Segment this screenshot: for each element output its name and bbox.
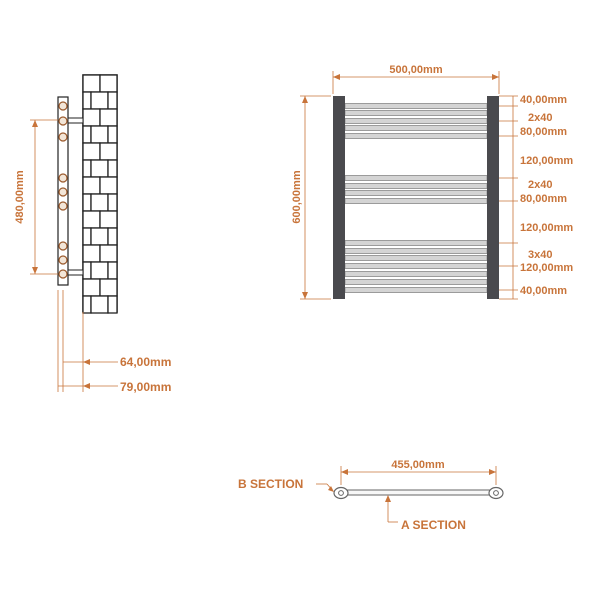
brick [91, 228, 108, 245]
brick [83, 228, 91, 245]
depth-inner-label: 64,00mm [120, 355, 172, 369]
brick [83, 211, 100, 228]
spacing-ticks [499, 96, 518, 299]
brick [100, 177, 117, 194]
spacing-label: 80,00mm [520, 126, 568, 138]
brick [83, 126, 91, 143]
spacing-label: 120,00mm [520, 155, 574, 167]
front-radiator [333, 96, 499, 299]
brick [83, 160, 91, 177]
brick [83, 143, 100, 160]
spacing-label: 3x40 [528, 249, 553, 261]
brick [91, 296, 108, 313]
spacing-label: 80,00mm [520, 193, 568, 205]
brick [83, 194, 91, 211]
brick [83, 92, 91, 109]
horizontal-bar [345, 264, 487, 269]
horizontal-bar [345, 134, 487, 139]
horizontal-bar [345, 272, 487, 277]
fitting-circle [59, 242, 67, 250]
spacing-label: 2x40 [528, 112, 553, 124]
horizontal-bar [345, 176, 487, 181]
section-view [238, 459, 503, 532]
brick [108, 160, 117, 177]
horizontal-bar [345, 280, 487, 285]
brick [91, 194, 108, 211]
fitting-circle [59, 270, 67, 278]
depth-outer-label: 79,00mm [120, 380, 172, 394]
brick [91, 92, 108, 109]
front-height-label: 600,00mm [291, 170, 303, 224]
front-width-label: 500,00mm [389, 64, 443, 76]
front-height-dimension [291, 96, 331, 299]
brick [108, 194, 117, 211]
horizontal-bar [345, 241, 487, 246]
brick [91, 160, 108, 177]
spacing-label: 40,00mm [520, 94, 568, 106]
brick [91, 262, 108, 279]
horizontal-bar [345, 119, 487, 124]
fitting-circle [59, 188, 67, 196]
brick [108, 92, 117, 109]
brick [83, 296, 91, 313]
brick [100, 109, 117, 126]
brick [83, 279, 100, 296]
horizontal-bar [345, 288, 487, 293]
fitting-circle [59, 117, 67, 125]
horizontal-bar [345, 256, 487, 261]
fitting-circle [59, 256, 67, 264]
horizontal-bar [345, 199, 487, 204]
spacing-label: 2x40 [528, 179, 553, 191]
brick [100, 211, 117, 228]
front-width-dimension [333, 64, 499, 94]
brick [83, 177, 100, 194]
brick [108, 296, 117, 313]
fitting-circle [59, 133, 67, 141]
brick [108, 262, 117, 279]
side-height-label: 480,00mm [14, 170, 26, 224]
brick-wall [83, 75, 117, 313]
brick [108, 126, 117, 143]
b-section-label: B SECTION [238, 477, 304, 491]
section-width-label: 455,00mm [391, 459, 445, 471]
brick [83, 245, 100, 262]
horizontal-bar [345, 104, 487, 109]
fitting-circle [59, 174, 67, 182]
brick [100, 245, 117, 262]
fitting-circle [59, 202, 67, 210]
brick [83, 262, 91, 279]
brick [91, 126, 108, 143]
brick [83, 109, 100, 126]
side-height-dimension [14, 120, 58, 274]
spacing-label: 40,00mm [520, 285, 568, 297]
brick [100, 143, 117, 160]
brick [100, 75, 117, 92]
horizontal-bar [345, 249, 487, 254]
spacing-label: 120,00mm [520, 262, 574, 274]
a-section-label: A SECTION [401, 518, 466, 532]
spacing-labels [520, 94, 573, 297]
brick [108, 228, 117, 245]
horizontal-bar [345, 126, 487, 131]
horizontal-bar [345, 191, 487, 196]
spacing-label: 120,00mm [520, 222, 574, 234]
brick [100, 279, 117, 296]
fitting-circle [59, 102, 67, 110]
brick [83, 75, 100, 92]
horizontal-bar [345, 184, 487, 189]
horizontal-bar [345, 111, 487, 116]
side-radiator [58, 97, 83, 285]
